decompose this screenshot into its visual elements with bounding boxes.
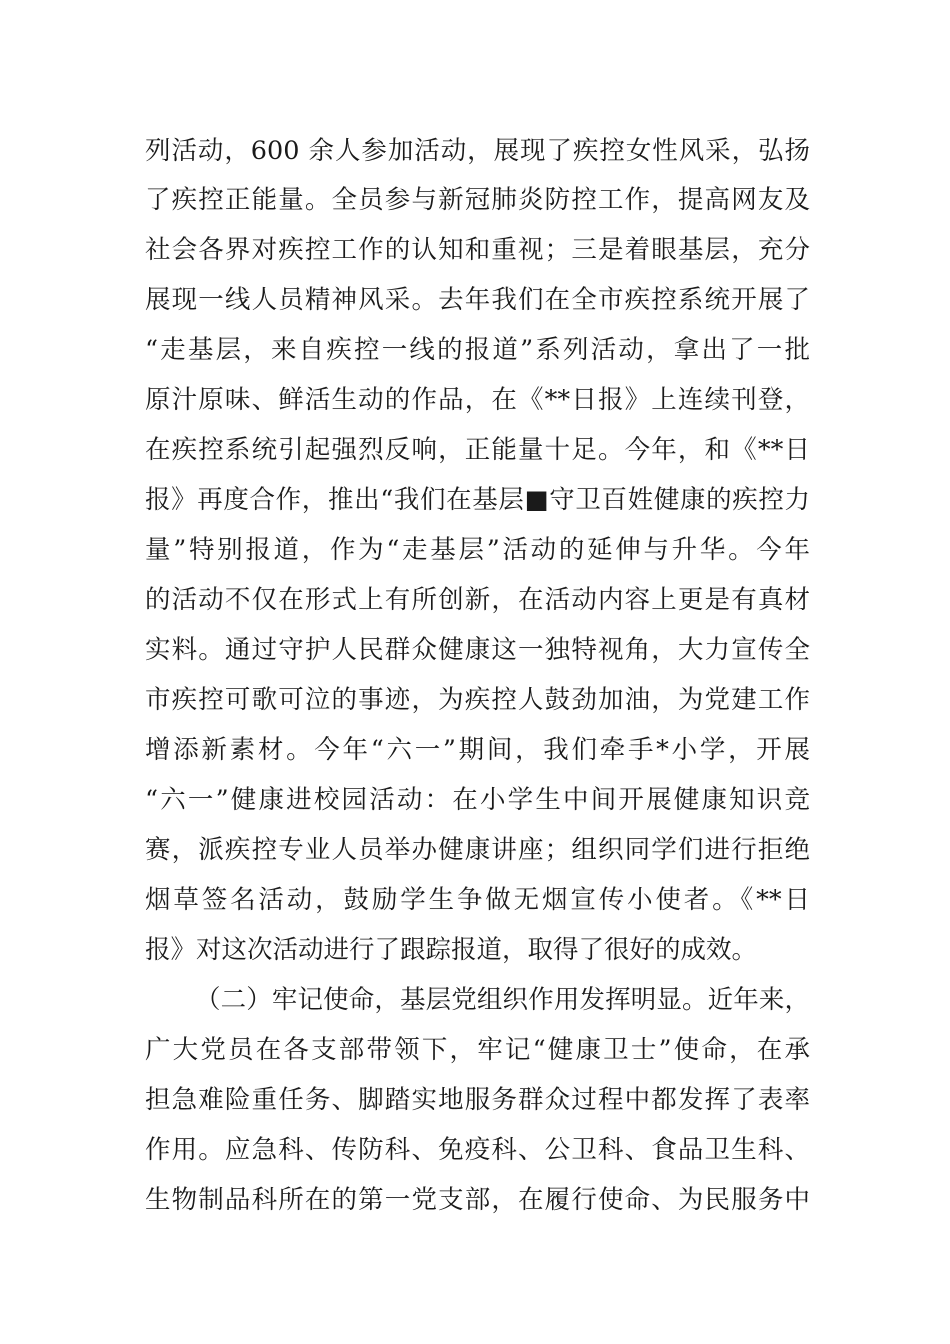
text-line: 量”特别报道，作为“走基层”活动的延伸与升华。今年 bbox=[145, 535, 810, 565]
text-line: 的活动不仅在形式上有所创新，在活动内容上更是有真材 bbox=[145, 585, 810, 615]
text-line: 社会各界对疾控工作的认知和重视；三是着眼基层，充分 bbox=[145, 235, 810, 265]
text-line: 烟草签名活动，鼓励学生争做无烟宣传小使者。《**日 bbox=[145, 885, 810, 915]
text-line: “六一”健康进校园活动：在小学生中间开展健康知识竞 bbox=[145, 785, 810, 815]
text-line: 担急难险重任务、脚踏实地服务群众过程中都发挥了表率 bbox=[145, 1085, 810, 1115]
text-line: 了疾控正能量。全员参与新冠肺炎防控工作，提高网友及 bbox=[145, 185, 810, 215]
paragraph-end-line: 报》对这次活动进行了跟踪报道，取得了很好的成效。 bbox=[145, 935, 758, 965]
text-line: 生物制品科所在的第一党支部，在履行使命、为民服务中 bbox=[145, 1185, 810, 1215]
text-line: 在疾控系统引起强烈反响，正能量十足。今年，和《**日 bbox=[145, 435, 810, 465]
text-line: 广大党员在各支部带领下，牢记“健康卫士”使命，在承 bbox=[145, 1035, 810, 1065]
text-line: “走基层，来自疾控一线的报道”系列活动，拿出了一批 bbox=[145, 335, 810, 365]
section-heading-line: （二）牢记使命，基层党组织作用发挥明显。近年来， bbox=[195, 985, 810, 1015]
text-line: 赛，派疾控专业人员举办健康讲座；组织同学们进行拒绝 bbox=[145, 835, 810, 865]
text-line: 报》再度合作，推出“我们在基层■守卫百姓健康的疾控力 bbox=[145, 485, 810, 515]
text-line: 作用。应急科、传防科、免疫科、公卫科、食品卫生科、 bbox=[145, 1135, 810, 1165]
text-line: 实料。通过守护人民群众健康这一独特视角，大力宣传全 bbox=[145, 635, 810, 665]
text-line: 展现一线人员精神风采。去年我们在全市疾控系统开展了 bbox=[145, 285, 810, 315]
text-line: 列活动，600 余人参加活动，展现了疾控女性风采，弘扬 bbox=[145, 136, 810, 166]
text-line: 增添新素材。今年“六一”期间，我们牵手*小学，开展 bbox=[145, 735, 810, 765]
text-line: 市疾控可歌可泣的事迹，为疾控人鼓劲加油，为党建工作 bbox=[145, 685, 810, 715]
text-line: 原汁原味、鲜活生动的作品，在《**日报》上连续刊登， bbox=[145, 385, 810, 415]
